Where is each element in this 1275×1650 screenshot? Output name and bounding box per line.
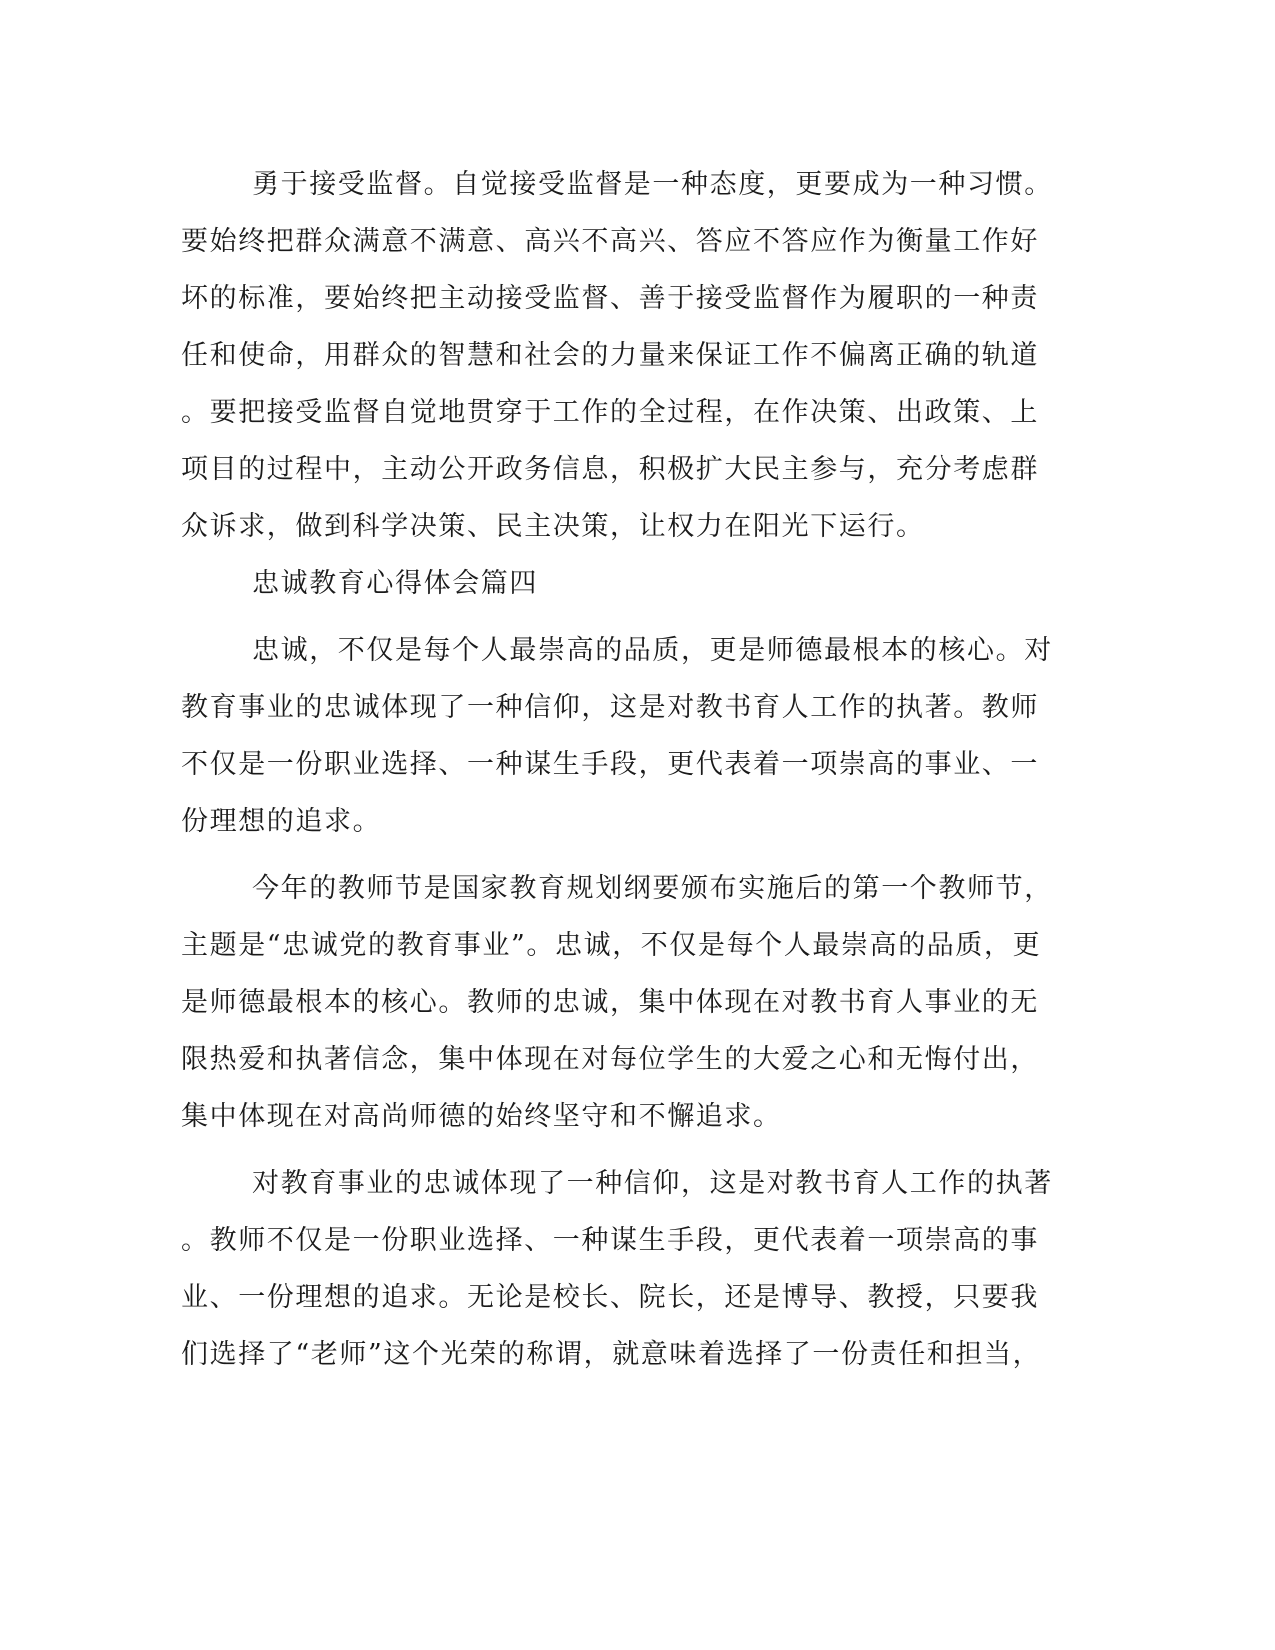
text-line: 限热爱和执著信念，集中体现在对每位学生的大爱之心和无悔付出， — [181, 1044, 1039, 1075]
text-line: 坏的标准，要始终把主动接受监督、善于接受监督作为履职的一种责 — [181, 283, 1039, 314]
text-line: 份理想的追求。 — [181, 806, 382, 837]
text-line: 忠诚，不仅是每个人最崇高的品质，更是师德最根本的核心。对 — [252, 635, 1053, 666]
text-line: 任和使命，用群众的智慧和社会的力量来保证工作不偏离正确的轨道 — [181, 340, 1039, 371]
text-line: 。要把接受监督自觉地贯穿于工作的全过程，在作决策、出政策、上 — [181, 397, 1039, 428]
text-line: 勇于接受监督。自觉接受监督是一种态度，更要成为一种习惯。 — [252, 169, 1053, 200]
text-line: 项目的过程中，主动公开政务信息，积极扩大民主参与，充分考虑群 — [181, 454, 1039, 485]
section-heading: 忠诚教育心得体会篇四 — [252, 568, 538, 599]
text-line: 对教育事业的忠诚体现了一种信仰，这是对教书育人工作的执著 — [252, 1168, 1053, 1199]
text-line: 。教师不仅是一份职业选择、一种谋生手段，更代表着一项崇高的事 — [181, 1225, 1039, 1256]
text-line: 不仅是一份职业选择、一种谋生手段，更代表着一项崇高的事业、一 — [181, 749, 1039, 780]
text-line: 今年的教师节是国家教育规划纲要颁布实施后的第一个教师节， — [252, 873, 1053, 904]
text-line: 们选择了“老师”这个光荣的称谓，就意味着选择了一份责任和担当， — [181, 1339, 1042, 1370]
text-line: 是师德最根本的核心。教师的忠诚，集中体现在对教书育人事业的无 — [181, 987, 1039, 1018]
text-line: 业、一份理想的追求。无论是校长、院长，还是博导、教授，只要我 — [181, 1282, 1039, 1313]
text-line: 教育事业的忠诚体现了一种信仰，这是对教书育人工作的执著。教师 — [181, 692, 1039, 723]
text-line: 众诉求，做到科学决策、民主决策，让权力在阳光下运行。 — [181, 511, 925, 542]
text-line: 要始终把群众满意不满意、高兴不高兴、答应不答应作为衡量工作好 — [181, 226, 1039, 257]
text-line: 集中体现在对高尚师德的始终坚守和不懈追求。 — [181, 1101, 782, 1132]
text-line: 主题是“忠诚党的教育事业”。忠诚，不仅是每个人最崇高的品质，更 — [181, 930, 1042, 961]
